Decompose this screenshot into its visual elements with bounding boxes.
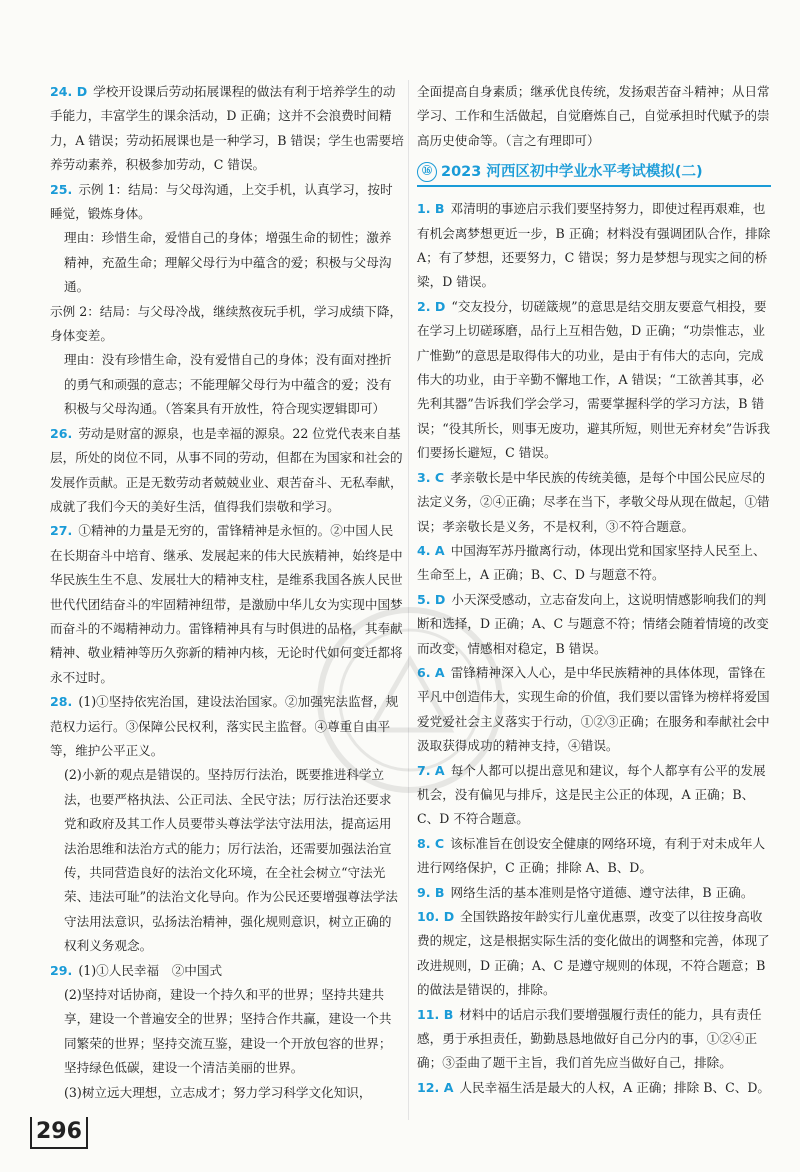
answer-text: (1)①坚持依宪治国，建设法治国家。②加强宪法监督，规范权力运行。③保障公民权利，落实民主监督。④尊重自由平等，维护公平正义。 (50, 694, 399, 758)
left-column (50, 80, 404, 1105)
answer-10 (417, 905, 771, 1003)
answer-4 (417, 539, 771, 588)
answer-number: 24. D (50, 84, 88, 99)
answer-text: 小天深受感动，立志奋发向上，这说明情感影响我们的判断和选择，D 正确；A、C 与题意不符；情绪会随着情境的改变而改变，情感相对稳定，B 错误。 (417, 591, 769, 656)
answer-8 (417, 832, 771, 881)
answer-number: 28. (50, 694, 73, 710)
answer-text: 学校开设课后劳动拓展课程的做法有利于培养学生的动手能力，丰富学生的课余活动，D 正确；这并不会浪费时间精力，A 错误；劳动拓展课也是一种学习，B 错误；学生也需要培养劳动素养，积极参加劳动，C 错误。 (50, 84, 404, 173)
answer-number: 3. C (417, 469, 445, 485)
answer-text: 邓清明的事迹启示我们要坚持努力，即使过程再艰难，也有机会离梦想更近一步，B 正确；材料没有强调团队合作，排除 A；有了梦想，还要努力，C 错误；努力是梦想与现实之间的桥梁，D 错误。 (417, 201, 771, 290)
answer-text: 该标准旨在创设安全健康的网络环境，有利于对未成年人进行网络保护，C 正确；排除 A、B、D。 (417, 835, 766, 876)
answer-number: 1. B (417, 201, 445, 217)
answer-number: 6. A (417, 664, 445, 680)
page-number: 296 (30, 1117, 88, 1149)
answer-24 (50, 80, 404, 178)
answer-1 (417, 197, 771, 295)
answer-12 (417, 1076, 771, 1100)
answer-number: 27. (50, 523, 73, 539)
answer-number: 7. A (417, 762, 445, 778)
answer-text: (2)小新的观点是错误的。坚持厉行法治，既要推进科学立法，也要严格执法、公正司法、全民守法；厉行法治还要求党和政府及其工作人员要带头尊法学法守法用法，提高运用法治思维和法治方式的能力；厉行法治，还需要加强法治宣传，共同营造良好的法治文化环境，在全社会树立“守法光荣、违法可耻”的法治文化导向。作为公民还要增强尊法学法守法用法意识，弘扬法治精神，强化规则意识，树立正确的权利义务观念。 (64, 767, 398, 954)
answer-number: 25. (50, 181, 73, 197)
answer-text: ①精神的力量是无穷的，雷锋精神是永恒的。②中国人民在长期奋斗中培育、继承、发展起来的伟大民族精神，始终是中华民族生生不息、发展壮大的精神支柱，是维系我国各族人民世世代代团结奋斗的牢固精神纽带，是激励中华儿女为实现中国梦而奋斗的不竭精神动力。雷锋精神具有与时俱进的品格，其奉献精神、敬业精神等历久弥新的精神内核，无论时代如何变迁都将永不过时。 (50, 523, 403, 685)
answer-9 (417, 881, 771, 905)
answer-3 (417, 466, 771, 539)
right-column (417, 80, 771, 1100)
answer-text: (2)坚持对话协商，建设一个持久和平的世界；坚持共建共享，建设一个普遍安全的世界；坚持合作共赢，建设一个共同繁荣的世界；坚持交流互鉴，建设一个开放包容的世界；坚持绿色低碳，建设一个清洁美丽的世界。 (64, 987, 392, 1076)
answer-text: (1)①人民幸福 ②中国式 (78, 962, 223, 978)
answer-number: 8. C (417, 835, 445, 851)
answer-text: 雷锋精神深入人心，是中华民族精神的具体体现，雷锋在平凡中创造伟大，实现生命的价值，我们要以雷锋为榜样将爱国爱党爱社会主义落实于行动，①②③正确；在服务和奉献社会中汲取获得成功的精神支持，④错误。 (417, 664, 770, 754)
answer-11 (417, 1003, 771, 1076)
section-heading (417, 161, 771, 187)
answer-29 (50, 959, 404, 1105)
answer-text: 全国铁路按年龄实行儿童优惠票，改变了以往按身高收费的规定，这是根据实际生活的变化做出的调整和完善，体现了改进规则，D 正确；A、C 是遵守规则的体现，不符合题意；B 的做法是错误的，排除。 (417, 909, 770, 998)
answer-5 (417, 588, 771, 661)
answer-number: 11. B (417, 1006, 454, 1022)
answer-number: 10. D (417, 909, 455, 924)
answer-text: 劳动是财富的源泉，也是幸福的源泉。22 位党代表来自基层，所处的岗位不同，从事不同的劳动，但都在为国家和社会的发展作贡献。正是无数劳动者兢兢业业、艰苦奋斗、无私奉献，成就了我们今天的美好生活，值得我们崇敬和学习。 (50, 425, 403, 514)
answer-text: 人民幸福生活是最大的人权，A 正确；排除 B、C、D。 (459, 1079, 771, 1095)
answer-28 (50, 690, 404, 958)
answer-text: “交友投分，切磋箴规”的意思是结交朋友要意气相投，要在学习上切磋琢磨，品行上互相告勉，D 正确；“功崇惟志，业广惟勤”的意思是取得伟大的功业，是由于有伟大的志向，完成伟大的功业，由于辛勤不懈地工作，A 错误；“工欲善其事，必先利其器”告诉我们学会学习，需要掌握科学的学习方法，B 错误；“役其所长，则事无废功，避其所短，则世无弃材矣”告诉我们要扬长避短，C 错误。 (417, 298, 770, 461)
answer-26 (50, 422, 404, 520)
answer-25 (50, 178, 404, 422)
answer-text: 示例 1：结局：与父母沟通，上交手机，认真学习，按时睡觉，锻炼身体。 (50, 181, 393, 222)
section-number-badge: ⑯ (417, 162, 437, 182)
answer-number: 12. A (417, 1079, 454, 1095)
answer-text: 中国海军苏丹撤离行动，体现出党和国家坚持人民至上、生命至上，A 正确；B、C、D 与题意不符。 (417, 542, 766, 583)
answer-text: (3)树立远大理想，立志成才；努力学习科学文化知识， (64, 1084, 372, 1100)
answer-text: 孝亲敬长是中华民族的传统美德，是每个中国公民应尽的法定义务，②④正确；尽孝在当下，孝敬父母从现在做起，①错误；孝亲敬长是义务，不是权利，③不符合题意。 (417, 469, 770, 534)
answer-7 (417, 759, 771, 832)
answer-number: 9. B (417, 884, 445, 900)
section-title: 2023 河西区初中学业水平考试模拟(二) (441, 164, 703, 181)
answer-text: 示例 2：结局：与父母冷战，继续熬夜玩手机，学习成绩下降，身体变差。 (50, 303, 403, 344)
answer-text: 每个人都可以提出意见和建议，每个人都享有公平的发展机会，没有偏见与排斥，这是民主公正的体现，A 正确；B、C、D 不符合题意。 (417, 762, 766, 827)
answer-text: 理由：珍惜生命，爱惜自己的身体；增强生命的韧性；激养精神，充盈生命；理解父母行为中蕴含的爱；积极与父母沟通。 (64, 230, 392, 295)
answer-2 (417, 295, 771, 466)
column-divider (408, 80, 409, 1120)
answer-number: 5. D (417, 591, 446, 607)
answer-27 (50, 519, 404, 690)
answer-text: 网络生活的基本准则是恪守道德、遵守法律，B 正确。 (450, 884, 754, 900)
answer-text: 理由：没有珍惜生命，没有爱惜自己的身体；没有面对挫折的勇气和顽强的意志；不能理解父母行为中蕴含的爱；没有积极与父母沟通。（答案具有开放性，符合现实逻辑即可） (64, 352, 392, 417)
answer-number: 26. (50, 425, 73, 441)
answer-text: 材料中的话启示我们要增强履行责任的能力，具有责任感，勇于承担责任，勤勤恳恳地做好自己分内的事，①②④正确；③歪曲了题干主旨，我们首先应当做好自己，排除。 (417, 1006, 762, 1071)
answer-number: 29. (50, 962, 73, 978)
answer-number: 4. A (417, 542, 445, 558)
answer-6 (417, 661, 771, 759)
continued-answer-text: 全面提高自身素质；继承优良传统，发扬艰苦奋斗精神；从日常学习、工作和生活做起，自觉磨炼自己，自觉承担时代赋予的崇高历史使命等。（言之有理即可） (417, 84, 770, 148)
answer-number: 2. D (417, 298, 446, 314)
